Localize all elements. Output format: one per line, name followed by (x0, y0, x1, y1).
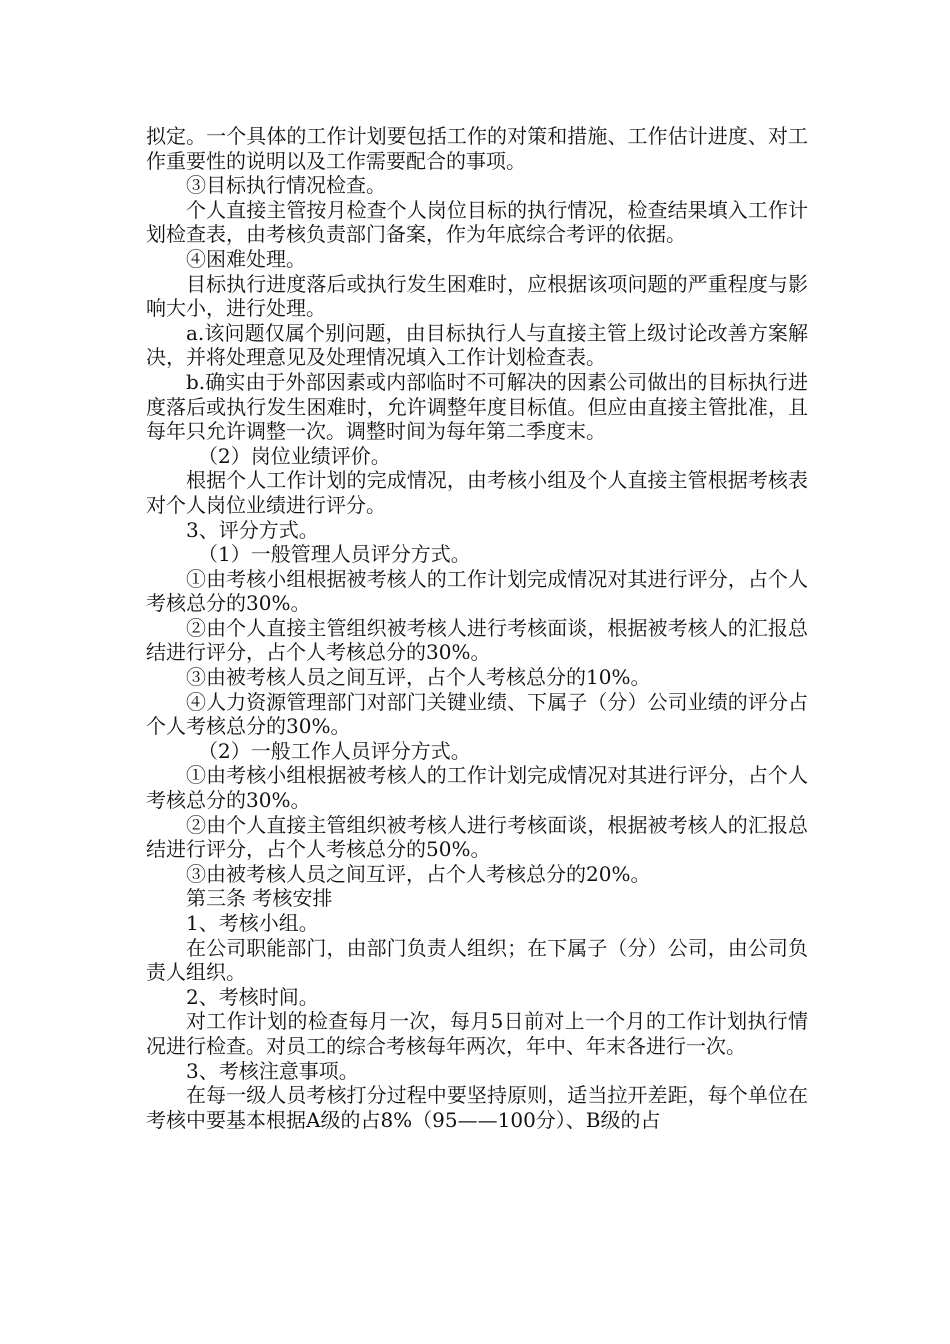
paragraph-5: 目标执行进度落后或执行发生困难时，应根据该项问题的严重程度与影响大小，进行处理。 (146, 271, 808, 321)
paragraph-2: ③目标执行情况检查。 (186, 173, 386, 198)
paragraph-17: ①由考核小组根据被考核人的工作计划完成情况对其进行评分，占个人考核总分的30%。 (146, 763, 808, 813)
paragraph-25: 3、考核注意事项。 (186, 1058, 359, 1083)
paragraph-8: （2）岗位业绩评价。 (198, 443, 391, 468)
paragraph-26: 在每一级人员考核打分过程中要坚持原则，适当拉开差距，每个单位在考核中要基本根据A级的占8%（95——100分）、B级的占 (146, 1083, 808, 1132)
paragraph-15: ④人力资源管理部门对部门关键业绩、下属子（分）公司业绩的评分占个人考核总分的30%。 (146, 689, 808, 739)
paragraph-23: 2、考核时间。 (186, 984, 319, 1009)
paragraph-6: a.该问题仅属个别问题，由目标执行人与直接主管上级讨论改善方案解决，并将处理意见及处理情况填入工作计划检查表。 (146, 320, 808, 370)
paragraph-9: 根据个人工作计划的完成情况，由考核小组及个人直接主管根据考核表对个人岗位业绩进行评分。 (146, 468, 808, 517)
paragraph-22: 在公司职能部门，由部门负责人组织；在下属子（分）公司，由公司负责人组织。 (146, 935, 808, 985)
paragraph-13: ②由个人直接主管组织被考核人进行考核面谈，根据被考核人的汇报总结进行评分，占个人考核总分的30%。 (146, 615, 808, 665)
paragraph-24: 对工作计划的检查每月一次，每月5日前对上一个月的工作计划执行情况进行检查。对员工的综合考核每年两次，年中、年末各进行一次。 (146, 1009, 808, 1058)
paragraph-19: ③由被考核人员之间互评，占个人考核总分的20%。 (186, 861, 651, 886)
section-heading: 第三条 考核安排 (186, 886, 333, 911)
paragraph-16: （2）一般工作人员评分方式。 (198, 738, 471, 763)
paragraph-4: ④困难处理。 (186, 246, 306, 271)
document-body (146, 124, 808, 1132)
paragraph-12: ①由考核小组根据被考核人的工作计划完成情况对其进行评分，占个人考核总分的30%。 (146, 566, 808, 616)
paragraph-18: ②由个人直接主管组织被考核人进行考核面谈，根据被考核人的汇报总结进行评分，占个人考核总分的50%。 (146, 812, 808, 862)
paragraph-7: b.确实由于外部因素或内部临时不可解决的因素公司做出的目标执行进度落后或执行发生困难时，允许调整年度目标值。但应由直接主管批准，且每年只允许调整一次。调整时间为每年第二季度末。 (146, 369, 808, 444)
paragraph-11: （1）一般管理人员评分方式。 (198, 542, 471, 567)
paragraph-1: 拟定。一个具体的工作计划要包括工作的对策和措施、工作估计进度、对工作重要性的说明以及工作需要配合的事项。 (146, 124, 808, 173)
paragraph-14: ③由被考核人员之间互评，占个人考核总分的10%。 (186, 665, 651, 690)
paragraph-21: 1、考核小组。 (186, 911, 319, 935)
paragraph-10: 3、评分方式。 (186, 517, 319, 542)
paragraph-3: 个人直接主管按月检查个人岗位目标的执行情况，检查结果填入工作计划检查表，由考核负责部门备案，作为年底综合考评的依据。 (146, 197, 808, 247)
